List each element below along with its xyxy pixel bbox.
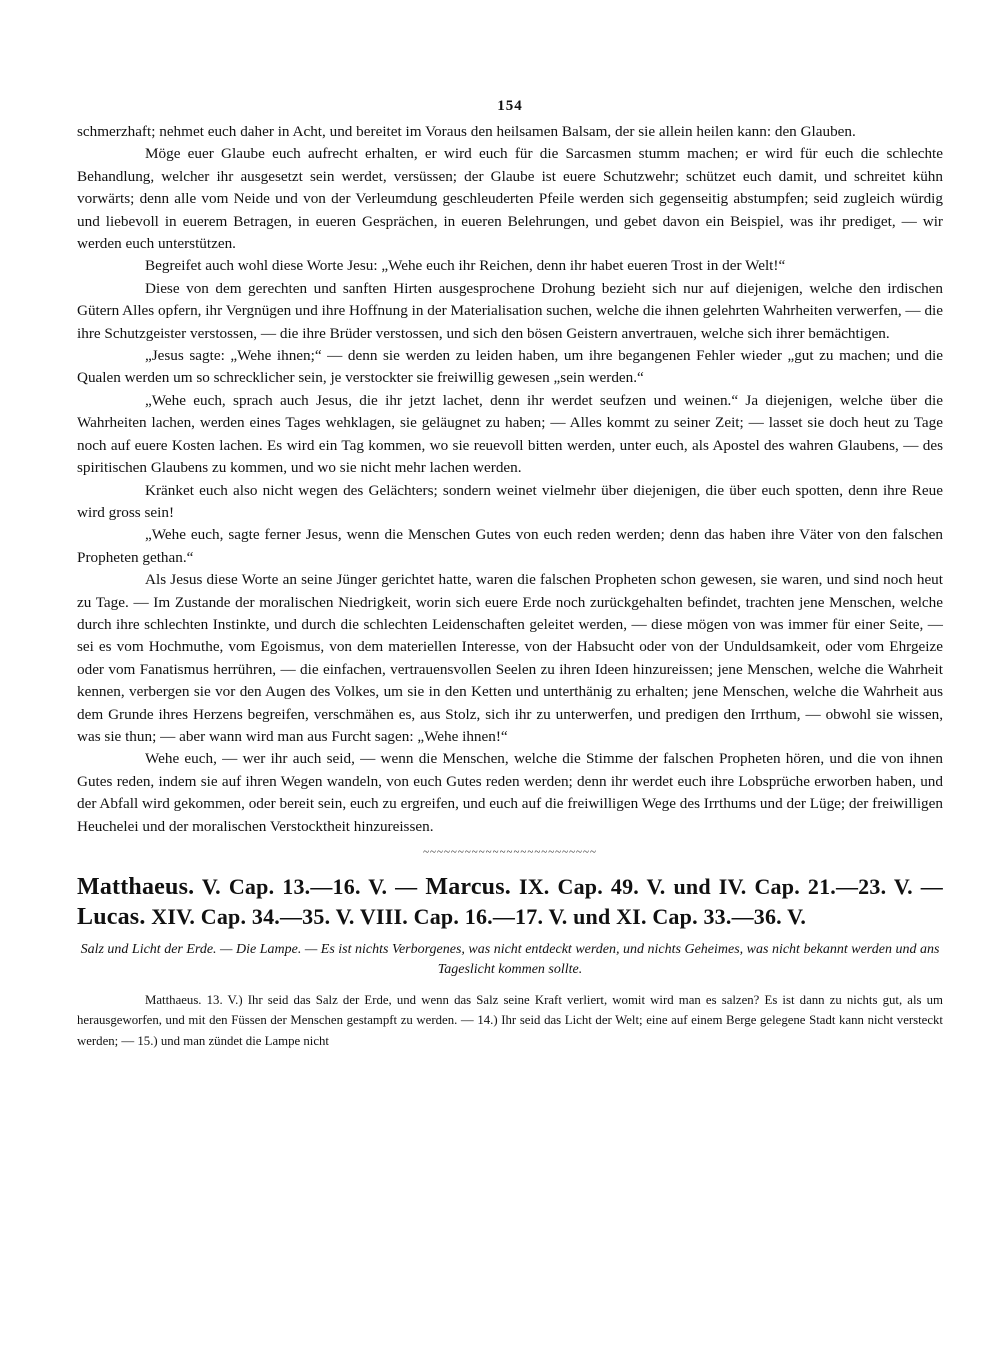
paragraph-4: Diese von dem gerechten und sanften Hirten ausgesprochene Drohung bezieht sich nur auf diejenigen, welche den irdischen Gütern Alles opfern, ihr Vergnügen und ihre Hoffnung in der Materialisation suchen, welche die ihnen gelehrten Wahrheiten verwerfen, — die ihre Schutzgeister verstossen, — die ihre Brüder verstossen, und sich den bösen Geistern anvertrauen, welche sich ihrer bemächtigen. [77, 279, 943, 342]
paragraph-8: „Wehe euch, sagte ferner Jesus, wenn die Menschen Gutes von euch reden werden; denn das haben ihre Väter von den falschen Propheten gethan.“ [77, 526, 943, 566]
paragraph-5: „Jesus sagte: „Wehe ihnen;“ — denn sie werden zu leiden haben, um ihre begangenen Fehler wieder „gut zu machen; und die Qualen werden um so schrecklicher sein, je verstockter sie freiwillig gewesen „sein werden.“ [77, 347, 943, 387]
heading-marcus-ref: IX. Cap. 49. V. und IV. Cap. 21.—23. V. — [510, 874, 943, 899]
section-subtitle: Salz und Licht der Erde. — Die Lampe. — Es ist nichts Verborgenes, was nicht entdeckt werden, und nichts Geheimes, was nicht bekannt werden und ans Tageslicht kommen sollte. [80, 942, 940, 977]
heading-matthaeus: Matthaeus. [77, 874, 195, 900]
section-heading [77, 872, 943, 932]
scripture-paragraph: Matthaeus. 13. V.) Ihr seid das Salz der Erde, und wenn das Salz seine Kraft verliert, womit wird man es salzen? Es ist dann zu nichts gut, als um herausgeworfen, und mit den Füssen der Menschen gestampft zu werden. — 14.) Ihr seid das Licht der Welt; eine auf einem Berge gelegene Stadt kann nicht versteckt werden; — 15.) und man zündet die Lampe nicht [77, 993, 943, 1048]
heading-marcus: Marcus. [425, 874, 511, 900]
body-text [77, 121, 943, 838]
paragraph-9: Als Jesus diese Worte an seine Jünger gerichtet hatte, waren die falschen Propheten schon gewesen, sie waren, und sind noch heut zu Tage. — Im Zustande der moralischen Niedrigkeit, worin sich euere Erde noch zurückgehalten befindet, trachten jene Menschen, welche durch ihre schlechten Instinkte, und durch die schlechten Leidenschaften geleitet werden, — diese mögen von was immer für einer Seite, — sei es vom Hochmuthe, vom Egoismus, von dem materiellen Interesse, von der Habsucht oder von der Unduldsamkeit, oder vom Ehrgeize oder vom Fanatismus herrühren, — die einfachen, vertrauensvollen Seelen zu ihren Ideen hinzureissen; jene Menschen, welche die Wahrheit kennen, verbergen sie vor den Augen des Volkes, um sie in den Ketten und unterthänig zu erhalten; jene Menschen, welche die Wahrheit aus dem Grunde ihres Herzens begreifen, verschmähen es, aus Stolz, sich ihr zu unterwerfen, und predigen den Irrthum, — obwohl sie wissen, was sie thun; — aber wann wird man aus Furcht sagen: „Wehe ihnen!“ [77, 571, 943, 745]
ornamental-separator: ~~~~~~~~~~~~~~~~~~~~~~~~~ [423, 846, 597, 858]
paragraph-2: Möge euer Glaube euch aufrecht erhalten, er wird euch für die Sarcasmen stumm machen; er wird für euch die schlechte Behandlung, welcher ihr ausgesetzt sein werdet, versüssen; der Glaube ist euere Schutzwehr; schützet euch damit, und schreitet kühn vorwärts; denn alle vom Neide und von der Verleumdung geschleuderten Pfeile werden sich gegenseitig abstumpfen; seid zugleich würdig und liebevoll in euerem Betragen, in eueren Gesprächen, in eueren Belehrungen, und gebet davon ein Beispiel, was ihr prediget, — wir werden euch unterstützen. [77, 145, 943, 253]
page [77, 98, 943, 1051]
paragraph-3: Begreifet auch wohl diese Worte Jesu: „Wehe euch ihr Reichen, denn ihr habet eueren Trost in der Welt!“ [145, 257, 786, 275]
paragraph-6: „Wehe euch, sprach auch Jesus, die ihr jetzt lachet, denn ihr werdet seufzen und weinen.“ Ja diejenigen, welche über die Wahrheiten lachen, werden eines Tages wehklagen, sie geläugnet zu haben; — Alles kommt zu seiner Zeit; — lasset sie doch heut zu Tage noch auf euere Kosten lachen. Es wird ein Tag kommen, wo sie reuevoll bitten werden, unter euch, als Apostel des wahren Glaubens, — des spiritischen Glaubens zu kommen, und wo sie nicht mehr lachen werden. [77, 391, 943, 477]
heading-lucas-ref: XIV. Cap. 34.—35. V. VIII. Cap. 16.—17. V. und XI. Cap. 33.—36. V. [145, 904, 807, 929]
heading-lucas: Lucas. [77, 904, 146, 930]
page-number: 154 [497, 98, 523, 114]
paragraph-1: schmerzhaft; nehmet euch daher in Acht, und bereitet im Voraus den heilsamen Balsam, der sie allein heilen kann: den Glauben. [77, 123, 856, 140]
heading-matthaeus-ref: V. Cap. 13.—16. V. — [194, 874, 426, 899]
paragraph-7: Kränket euch also nicht wegen des Gelächters; sondern weinet vielmehr über diejenigen, die über euch spotten, denn ihre Reue wird gross sein! [77, 481, 943, 521]
paragraph-10: Wehe euch, — wer ihr auch seid, — wenn die Menschen, welche die Stimme der falschen Propheten hören, und die von ihnen Gutes reden, indem sie auf ihren Wegen wandeln, von euch Gutes reden werden; denn ihr werdet euch ihre Lobsprüche erworben haben, und der Abfall wird gekommen, oder bereit sein, euch zu ergreifen, und euch auf die freiwilligen Wege des Irrthums und der Lüge; der freiwilligen Heuchelei und der moralischen Verstocktheit hinzureissen. [77, 750, 943, 835]
